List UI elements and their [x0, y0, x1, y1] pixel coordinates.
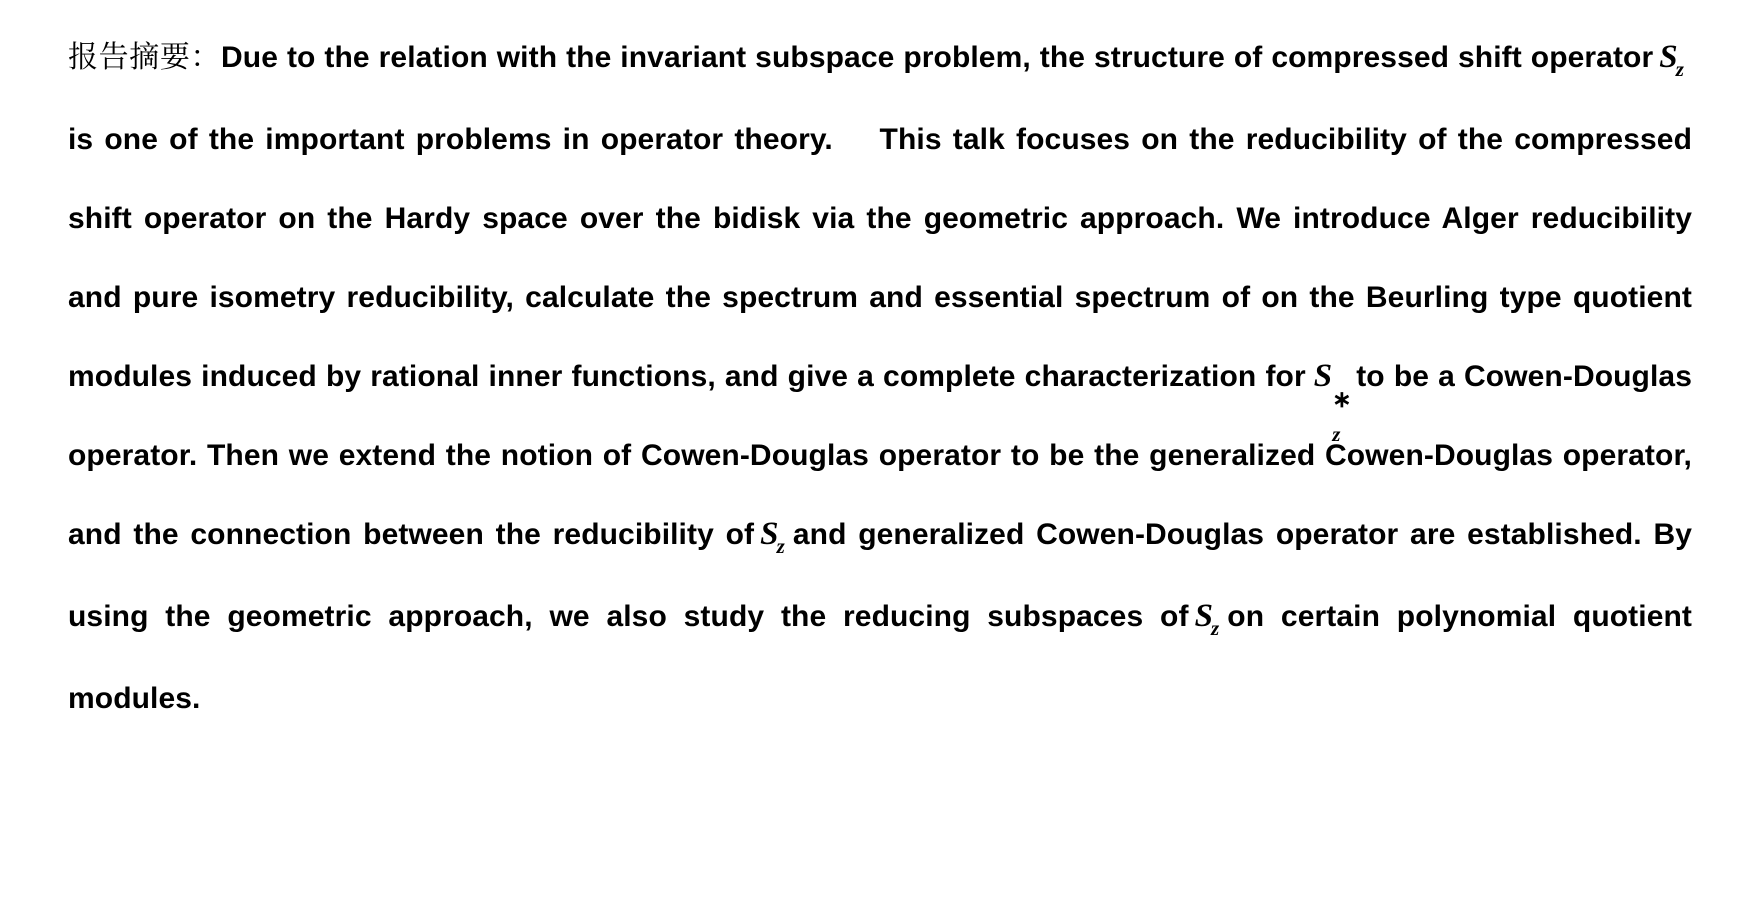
- math-s-sub-z-3: [1195, 577, 1222, 659]
- math-subscript: z: [1332, 422, 1341, 446]
- math-s-sub-z-2: [760, 495, 787, 577]
- math-s-star-sub-z: [1313, 337, 1352, 446]
- math-subscript: z: [1211, 616, 1220, 640]
- math-superscript-star: ∗: [1332, 387, 1352, 412]
- math-subscript: z: [1675, 57, 1684, 81]
- abstract-text-3: to be a Cowen-Douglas operator. Then we extend the notion of Cowen-Douglas operator to be the generalized Cowen-Douglas operator, and the connection between the reducibility of: [68, 360, 1692, 551]
- math-base-symbol: S: [1194, 598, 1214, 634]
- abstract-label: 报告摘要：: [68, 40, 222, 75]
- abstract-text-1: Due to the relation with the invariant subspace problem, the structure of compressed shift operator: [221, 41, 1654, 74]
- math-s-sub-z-1: [1659, 18, 1686, 100]
- math-base-symbol: S: [1313, 358, 1333, 394]
- math-base-symbol: S: [1659, 39, 1678, 75]
- math-subscript: z: [776, 534, 785, 558]
- abstract-text-4: and generalized Cowen-Douglas operator are established. By using the geometric approach, we also study the reducing subspaces of: [68, 518, 1692, 633]
- abstract-paragraph: [68, 18, 1692, 738]
- abstract-block: [68, 18, 1692, 738]
- math-base-symbol: S: [760, 516, 779, 552]
- abstract-text-5: on certain polynomial quotient modules.: [68, 600, 1693, 715]
- abstract-text-2: is one of the important problems in operator theory. This talk focuses on the reducibility of the compressed shift operator on the Hardy space over the bidisk via the geometric approach. We introduce Alger reducibility and pure isometry reducibility, calculate the spectrum and essential spectrum of on the Beurling type quotient modules induced by rational inner functions, and give a complete characterization for: [68, 123, 1692, 393]
